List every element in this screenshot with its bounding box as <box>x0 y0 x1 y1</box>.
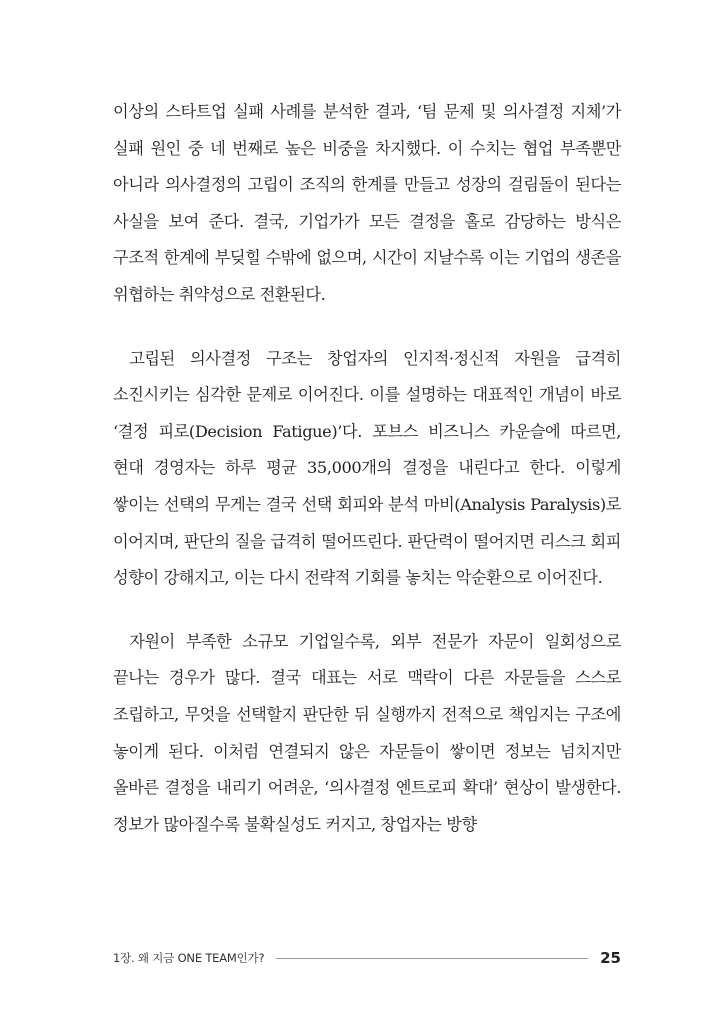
paragraph-startup-failure: 이상의 스타트업 실패 사례를 분석한 결과, ‘팀 문제 및 의사결정 지체’가 실패 원인 중 네 번째로 높은 비중을 차지했다. 이 수치는 협업 부족뿐만 아니라 의사결정의 고립이 조직의 한계를 만들고 성장의 걸림돌이 된다는 사실을 보여 준다. 결국, 기업가가 모든 결정을 홀로 감당하는 방식은 구조적 한계에 부딪힐 수밖에 없으며, 시간이 지날수록 이는 기업의 생존을 위협하는 취약성으로 전환된다. <box>113 102 621 304</box>
chapter-title: 1장. 왜 지금 ONE TEAM인가? <box>113 951 265 965</box>
paragraph-decision-fatigue: 고립된 의사결정 구조는 창업자의 인지적·정신적 자원을 급격히 소진시키는 심각한 문제로 이어진다. 이를 설명하는 대표적인 개념이 바로 ‘결정 피로(Decision Fatigue)’다. 포브스 비즈니스 카운슬에 따르면, 현대 경영자는 하루 평균 35,000개의 결정을 내린다고 한다. 이렇게 쌓이는 선택의 무게는 결국 선택 회피와 분석 마비(Analysis Paralysis)로 이어지며, 판단의 질을 급격히 떨어뜨린다. 판단력이 떨어지면 리스크 회피 성향이 강해지고, 이는 다시 전략적 기회를 놓치는 악순환으로 이어진다. <box>113 348 621 588</box>
page-footer <box>113 947 621 969</box>
page-body <box>113 94 621 843</box>
paragraph-decision-entropy: 자원이 부족한 소규모 기업일수록, 외부 전문가 자문이 일회성으로 끝나는 경우가 많다. 결국 대표는 서로 맥락이 다른 자문들을 스스로 조립하고, 무엇을 선택할지 판단한 뒤 실행까지 전적으로 책임지는 구조에 놓이게 된다. 이처럼 연결되지 않은 자문들이 쌓이면 정보는 넘치지만 올바른 결정을 내리기 어려운, ‘의사결정 엔트로피 확대’ 현상이 발생한다. 정보가 많아질수록 불확실성도 커지고, 창업자는 방향 <box>113 631 621 834</box>
page-number: 25 <box>600 949 621 967</box>
footer-divider <box>276 958 588 959</box>
